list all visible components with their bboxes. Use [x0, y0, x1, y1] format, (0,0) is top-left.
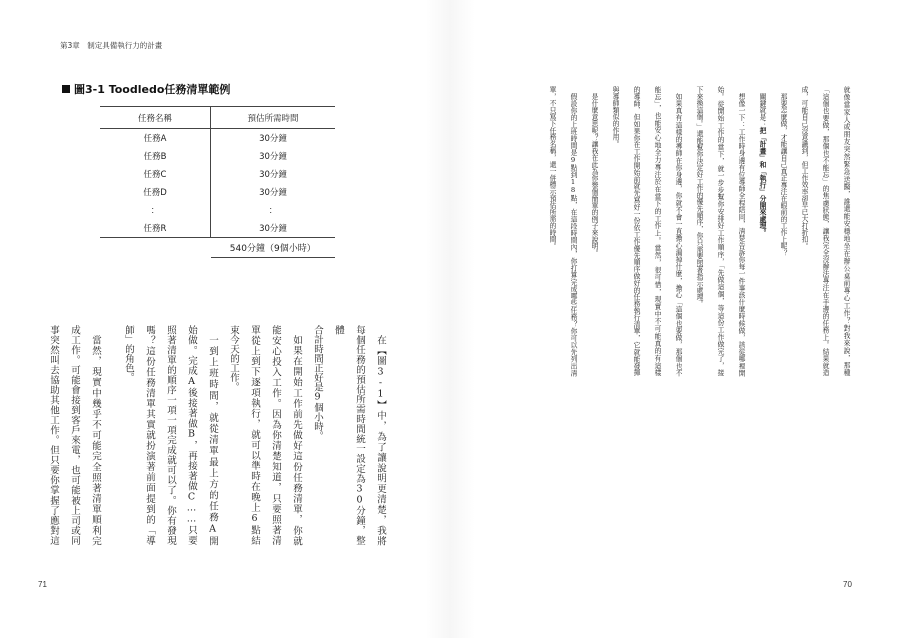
task-time-cell: 30分鐘 — [259, 134, 287, 144]
key-point-lead: 關鍵就是： — [758, 92, 766, 127]
task-name-cell: 任務R — [100, 219, 211, 238]
text-line: 是什麼意思呢？讓我在此為你舉個簡單的例子來說明。 — [590, 92, 598, 256]
text-line: 嗎？這份任務清單其實就扮演著前面提到的「導 — [144, 325, 155, 545]
text-line: 成，可能自己沒意識到，但工作效率卻早已大打折扣。 — [800, 86, 808, 250]
table-header-row — [100, 107, 335, 129]
text-line: 下來換這個。」還能幫你決定好工作的優先順序，你只需要照著指示處理。 — [695, 86, 703, 307]
right-page-body-text — [541, 86, 856, 376]
left-page-body-text — [48, 325, 391, 545]
text-line: 如果在開始工作前先做好這份任務清單，你就 — [291, 334, 302, 545]
text-line: 成工作。可能會接到客戶來電，也可能被上司或同 — [69, 325, 80, 545]
text-line: 合計時間正好是9個小時。 — [312, 325, 323, 441]
text-line: 假設你的上班時間是9點到18點，在這段時間內，你打算完成哪些任務？你可以先列出清 — [569, 92, 577, 376]
book-gutter-shadow — [425, 0, 475, 638]
running-header: 第3章 制定具備執行力的計畫 — [60, 41, 163, 50]
square-bullet-icon — [62, 85, 70, 93]
text-line: 單，不只寫下任務名稱，還一併標示預估所需的時間。 — [548, 86, 556, 250]
total-time-cell: 540分鐘（9個小時） — [211, 238, 336, 258]
text-line: 就像當家人或朋友突然緊急送醫，誰還能安穩地坐在辦公桌前專心工作？對我來說，那種 — [842, 86, 850, 376]
text-line: 每個任務的預估所需時間統一設定為30分鐘，整體 — [333, 325, 365, 545]
task-name-cell: ： — [100, 201, 211, 219]
task-time-cell: 30分鐘 — [211, 219, 336, 238]
text-line: 能安心投入工作。因為你清楚知道，只要照著清 — [270, 325, 281, 545]
right-page-number: 70 — [843, 580, 852, 589]
task-time-cell: ： — [268, 206, 278, 216]
table-row — [100, 147, 335, 165]
text-line: 能忘」，也能安心地全力專注於在當下的工作上。當然，很可惜，現實中不可能真的有這樣 — [653, 86, 661, 376]
table-body — [100, 129, 335, 238]
task-list-table — [100, 106, 335, 258]
text-line: 當然，現實中幾乎不可能完全照著清單順利完 — [90, 334, 101, 545]
table-row — [100, 129, 335, 148]
table-row-ellipsis — [100, 201, 335, 219]
text-line: 師」的角色。 — [123, 325, 134, 382]
task-time-cell: 30分鐘 — [259, 170, 287, 180]
task-name-cell: 任務B — [100, 147, 211, 165]
text-line: 那要怎麼做，才能讓自己真正專注在眼前的工作上呢？ — [779, 92, 787, 256]
total-empty-cell — [100, 238, 211, 258]
table-row — [100, 183, 335, 201]
task-name-cell: 任務A — [100, 129, 211, 148]
table-row — [100, 165, 335, 183]
left-page-number: 71 — [38, 580, 47, 589]
text-line: 事突然叫去協助其他工作。但只要你掌握了應對這 — [48, 325, 59, 545]
task-name-cell: 任務D — [100, 183, 211, 201]
text-line: 束今天的工作。 — [228, 325, 239, 392]
text-line: 始。從開始工作的當下，就一步步幫你安排好工作順序，「先做這個，等這份工作做完了，接 — [716, 86, 724, 376]
key-point-bold-text: 把「計畫」和「執行」分開來處理。 — [758, 126, 766, 236]
task-time-cell: 30分鐘 — [259, 152, 287, 162]
figure-title-text: 圖3-1 Toodledo任務清單範例 — [74, 83, 231, 96]
text-line: 想像一下：工作時身邊有位導師全程陪同，清楚告訴你每一件事該什麼時候做，該從哪裡開 — [737, 92, 745, 376]
text-line: 在【圖3-1】中，為了讓說明更清楚，我將 — [375, 334, 386, 545]
task-time-cell: 30分鐘 — [259, 188, 287, 198]
column-header-task-name: 任務名稱 — [100, 107, 211, 129]
text-line: 的導師，但如果你在工作開始前就先寫好一份依工作優先順序做好的任務執行清單，它就能發揮 — [632, 86, 640, 376]
table-total-row — [100, 238, 335, 258]
key-point-line — [751, 86, 772, 376]
text-line: 如果真有這樣的導師在你身邊，你就不會一直擔心漏掉什麼，擔心「這個也要做，那個也不 — [674, 92, 682, 376]
figure-title — [62, 81, 230, 97]
text-line: 一到上班時間，就從清單最上方的任務A開 — [207, 334, 218, 545]
table-header — [100, 107, 335, 129]
text-line: 單從上到下逐項執行，就可以準時在晚上6點結 — [249, 325, 260, 545]
text-line: 始做。完成A後接著做B，再接著做C……只要 — [186, 325, 197, 545]
text-line: 與導師類似的作用。 — [611, 86, 619, 148]
column-header-estimated-time: 預估所需時間 — [211, 107, 336, 129]
table-footer — [100, 238, 335, 258]
table-row — [100, 219, 335, 238]
text-line: 「這個也要做，那個也不能忘」的焦慮狀態，讓我完全沒辦法專注在手邊的任務上。結果就造 — [821, 86, 829, 376]
text-line: 照著清單的順序一項一項完成就可以了。你有發現 — [165, 325, 176, 545]
task-name-cell: 任務C — [100, 165, 211, 183]
